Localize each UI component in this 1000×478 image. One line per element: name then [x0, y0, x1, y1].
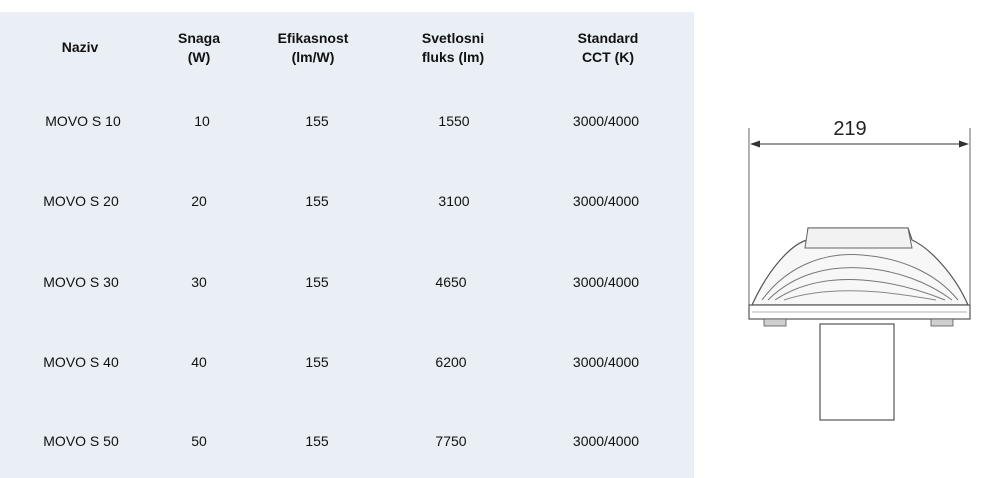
cell-naziv: MOVO S 40	[43, 354, 119, 370]
cell-efikasnost: 155	[305, 274, 329, 290]
cell-efikasnost: 155	[305, 193, 329, 209]
cell-snaga: 20	[191, 193, 207, 209]
cell-cct: 3000/4000	[572, 193, 640, 209]
cell-cct: 3000/4000	[572, 354, 640, 370]
header-svetlosni-fluks	[422, 29, 484, 67]
cell-snaga: 40	[191, 354, 207, 370]
pole	[820, 324, 894, 420]
housing-top-cap	[805, 228, 912, 248]
dimension-label: 219	[833, 118, 867, 140]
header-line: Efikasnost	[277, 30, 349, 46]
cell-fluks: 6200	[435, 354, 467, 370]
cell-fluks: 1550	[438, 113, 470, 129]
cell-snaga: 50	[191, 433, 207, 449]
cell-efikasnost: 155	[305, 113, 329, 129]
cell-snaga: 30	[191, 274, 207, 290]
cell-efikasnost: 155	[305, 433, 329, 449]
header-unit: CCT (K)	[581, 49, 635, 65]
cell-cct: 3000/4000	[572, 113, 640, 129]
luminaire-foot-right	[931, 319, 953, 326]
cell-efikasnost: 155	[305, 354, 329, 370]
cell-naziv: MOVO S 20	[43, 193, 119, 209]
luminaire-foot-left	[764, 319, 786, 326]
header-line: Svetlosni	[421, 30, 485, 46]
dimension-arrow-right	[959, 141, 969, 148]
luminaire-technical-drawing	[735, 110, 985, 430]
header-snaga	[178, 29, 220, 67]
header-unit: fluks (lm)	[421, 49, 485, 65]
cell-naziv: MOVO S 50	[43, 433, 119, 449]
cell-fluks: 4650	[435, 274, 467, 290]
cell-cct: 3000/4000	[572, 274, 640, 290]
spec-table-panel	[0, 12, 694, 478]
header-efikasnost	[278, 29, 349, 67]
header-unit: (lm/W)	[291, 49, 335, 65]
header-line: Snaga	[177, 30, 221, 46]
cell-naziv: MOVO S 30	[43, 274, 119, 290]
cell-snaga: 10	[194, 113, 210, 129]
header-line: Standard	[577, 30, 639, 46]
header-standard-cct	[578, 29, 639, 67]
header-unit: (W)	[187, 49, 211, 65]
cell-fluks: 3100	[438, 193, 470, 209]
cell-naziv: MOVO S 10	[45, 113, 121, 129]
header-line: Naziv	[61, 39, 99, 55]
header-naziv	[62, 38, 99, 57]
cell-cct: 3000/4000	[572, 433, 640, 449]
dimension-arrow-left	[750, 141, 760, 148]
cell-fluks: 7750	[435, 433, 467, 449]
